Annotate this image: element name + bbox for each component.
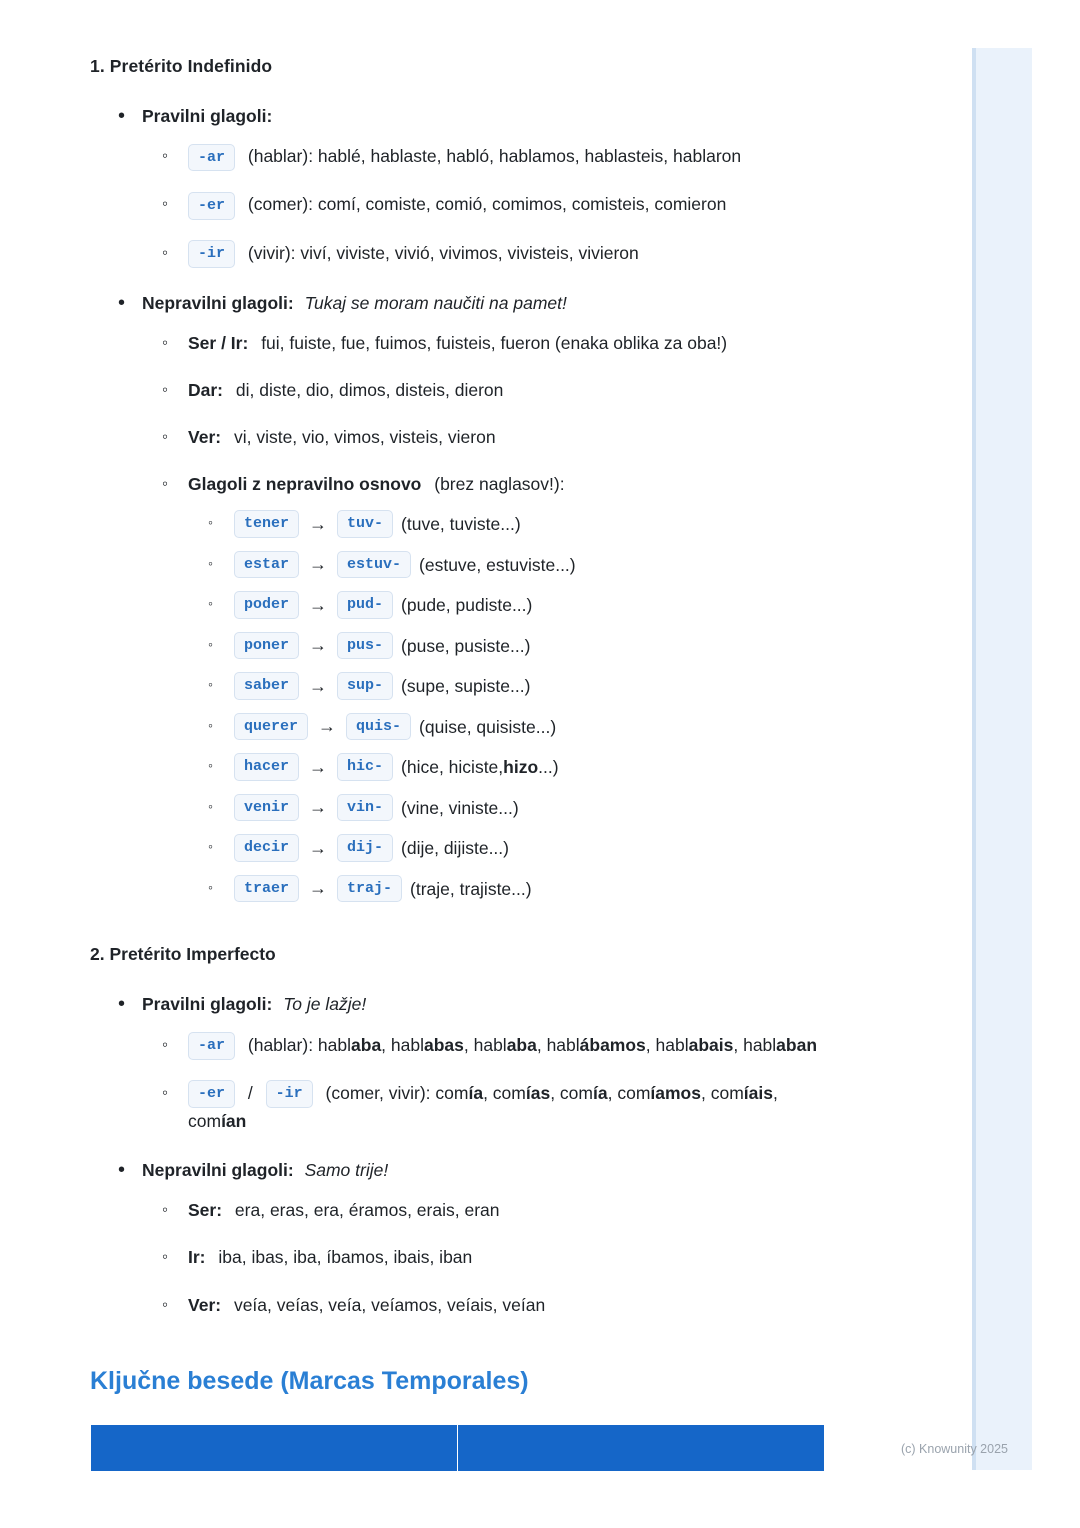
footer-credit: (c) Knowunity 2025 — [900, 1442, 1008, 1456]
token-er: -er — [188, 192, 235, 220]
stem-row-saber — [202, 672, 830, 700]
text-er-p2: ías — [525, 1082, 551, 1103]
token-quis: quis- — [346, 713, 411, 741]
text-er-p3: , com — [550, 1082, 593, 1103]
token-dij: dij- — [337, 834, 393, 862]
stem-row-poder — [202, 591, 830, 619]
text-ser-forms: era, eras, era, éramos, erais, eran — [234, 1200, 500, 1221]
token-estar: ◦ estar — [234, 551, 299, 579]
text-ir-forms: (vivir): viví, viviste, vivió, vivimos, vivisteis, vivieron — [247, 242, 639, 263]
text-tener-forms: (tuve, tuviste...) — [401, 514, 521, 534]
text-er-p4: ía — [593, 1082, 608, 1103]
token-sup: sup- — [337, 672, 393, 700]
stem-row-hacer — [202, 753, 830, 781]
text-poder-forms: (pude, pudiste...) — [401, 595, 533, 615]
text-poner-forms: (puse, pusiste...) — [401, 635, 531, 656]
table-header-row — [91, 1424, 825, 1471]
label-ir: Ir: — [188, 1247, 206, 1268]
label-imperfecto-pravilni: Pravilni glagoli: — [142, 994, 273, 1015]
token-venir: ◦ venir — [234, 794, 299, 822]
arrow-right-icon: → — [309, 878, 328, 899]
text-ar-p0: aba — [351, 1034, 382, 1055]
text-er-p8: íais — [743, 1082, 773, 1103]
arrow-right-icon: → — [318, 716, 337, 737]
sublist-imperfecto-pravilni — [142, 1032, 830, 1135]
text-ver-forms: veía, veías, veía, veíamos, veíais, veían — [233, 1294, 546, 1315]
token-vin: vin- — [337, 794, 393, 822]
sublist-nepravilni-glagoli — [142, 330, 830, 903]
token-ar: -ar — [188, 144, 235, 172]
text-er-p1: , com — [483, 1082, 526, 1103]
section-title-preterito-imperfecto: 2. Pretérito Imperfecto — [90, 944, 276, 965]
text-er-p10: ían — [221, 1110, 247, 1131]
text-estar-forms: (estuve, estuviste...) — [419, 554, 576, 575]
text-ser-ir-forms: fui, fuiste, fue, fuimos, fuisteis, fueron (enaka oblika za oba!) — [261, 332, 728, 353]
label-glagoli-z-nepravilno-osnovo: Glagoli z nepravilno osnovo — [188, 474, 422, 495]
text-er-p0: ía — [468, 1082, 484, 1103]
text-ar-p10: aban — [776, 1034, 818, 1055]
stem-row-traer — [202, 875, 830, 903]
token-estuv: estuv- — [337, 551, 411, 579]
text-ar-p4: aba — [506, 1034, 537, 1055]
section-title-preterito-indefinido: 1. Pretérito Indefinido — [90, 56, 273, 76]
arrow-right-icon: → — [309, 635, 328, 656]
text-ver-forms: vi, viste, vio, vimos, visteis, vieron — [233, 427, 496, 448]
list-item-dar — [156, 377, 830, 404]
text-ar-p8: abais — [688, 1034, 734, 1055]
token-tuv: tuv- — [337, 510, 393, 538]
list-item-ver — [156, 424, 830, 451]
label-dar: Dar: — [188, 380, 224, 400]
token-traer: ◦ traer — [234, 875, 299, 903]
arrow-right-icon: → — [309, 675, 328, 696]
note-imperfecto-pravilni: To je lažje! — [283, 994, 367, 1015]
arrow-right-icon: → — [309, 554, 328, 575]
label-nepravilni-glagoli: Nepravilni glagoli: — [142, 292, 294, 313]
text-imperfecto-ar-intro: (hablar): habl — [247, 1034, 352, 1055]
stem-row-decir — [202, 834, 830, 862]
token-poder: ◦ poder — [234, 591, 299, 619]
list-item-ar — [156, 143, 830, 171]
list-item-ir — [156, 240, 830, 268]
stem-row-querer — [202, 713, 830, 741]
token-ir: -ir — [188, 240, 235, 268]
token-er: -er — [188, 1080, 235, 1108]
sublist-imperfecto-nepravilni — [142, 1197, 830, 1318]
text-hacer-forms-bold: hizo — [503, 757, 539, 777]
token-separator: / — [247, 1082, 253, 1103]
token-ir: -ir — [266, 1080, 313, 1108]
text-ir-forms: iba, ibas, iba, íbamos, ibais, iban — [218, 1247, 473, 1268]
text-hacer-forms-post: ...) — [538, 757, 559, 777]
token-pus: pus- — [337, 632, 393, 660]
token-ar: -ar — [188, 1032, 235, 1060]
token-decir: ◦ decir — [234, 834, 299, 862]
token-pud: pud- — [337, 591, 393, 619]
list-item-glagoli-z-nepravilno-osnovo — [156, 471, 830, 902]
text-ar-forms: (hablar): hablé, hablaste, habló, hablamos, hablasteis, hablaron — [247, 146, 742, 167]
text-hacer-forms-pre: (hice, hiciste, — [401, 757, 504, 777]
arrow-right-icon: → — [309, 797, 328, 818]
text-decir-forms: (dije, dijiste...) — [401, 838, 509, 858]
text-ar-p7: , habl — [645, 1034, 689, 1055]
stem-row-estar — [202, 551, 830, 579]
text-querer-forms: (quise, quisiste...) — [419, 716, 557, 737]
arrow-right-icon: → — [309, 513, 328, 534]
note-nepravilni-glagoli: Tukaj se moram naučiti na pamet! — [304, 292, 567, 313]
token-poner: ◦ poner — [234, 632, 299, 660]
stem-row-venir — [202, 794, 830, 822]
list-item-imperfecto-er-ir — [156, 1080, 830, 1135]
text-ar-p3: , habl — [463, 1034, 507, 1055]
sublist-irregular-stems — [188, 510, 830, 902]
text-ar-p2: abas — [423, 1034, 464, 1055]
table-column-header-1 — [91, 1424, 458, 1471]
label-pravilni-glagoli: Pravilni glagoli: — [142, 106, 273, 126]
text-imperfecto-er-intro: (comer, vivir): com — [325, 1082, 469, 1103]
text-er-p5: , com — [607, 1082, 651, 1103]
list-item-imperfecto-pravilni — [110, 991, 830, 1135]
list-preterito-indefinido — [90, 103, 830, 902]
text-venir-forms: (vine, viniste...) — [401, 797, 519, 818]
token-hic: hic- — [337, 753, 393, 781]
token-hacer: ◦ hacer — [234, 753, 299, 781]
list-item-nepravilni-glagoli — [110, 290, 830, 903]
token-saber: ◦ saber — [234, 672, 299, 700]
list-item-ser-ir — [156, 330, 830, 357]
keywords-table — [90, 1424, 825, 1472]
list-item-imperfecto-nepravilni — [110, 1157, 830, 1319]
list-item-imperfecto-ser — [156, 1197, 830, 1224]
label-ver: Ver: — [188, 427, 222, 448]
sublist-pravilni-glagoli — [142, 143, 830, 267]
arrow-right-icon: → — [309, 837, 328, 858]
text-traer-forms: (traje, trajiste...) — [410, 878, 532, 899]
label-ver: Ver: — [188, 1294, 222, 1315]
list-item-imperfecto-ver — [156, 1292, 830, 1319]
stem-row-poner — [202, 632, 830, 660]
label-ser-ir: Ser / Ir: — [188, 332, 249, 353]
text-saber-forms: (supe, supiste...) — [401, 676, 531, 696]
text-ar-p5: , habl — [536, 1034, 580, 1055]
note-imperfecto-nepravilni: Samo trije! — [304, 1160, 389, 1180]
token-tener: ◦ tener — [234, 510, 299, 538]
heading-kljucne-besede: Ključne besede (Marcas Temporales) — [90, 1366, 529, 1395]
text-ar-p1: , habl — [381, 1034, 424, 1055]
list-item-er — [156, 191, 830, 219]
arrow-right-icon: → — [309, 594, 328, 615]
text-er-forms: (comer): comí, comiste, comió, comimos, comisteis, comieron — [247, 194, 727, 215]
text-er-p6: íamos — [650, 1082, 701, 1103]
text-er-p9: , com — [188, 1082, 778, 1131]
label-imperfecto-nepravilni: Nepravilni glagoli: — [142, 1160, 294, 1180]
stem-row-tener — [202, 510, 830, 538]
arrow-right-icon: → — [309, 756, 328, 777]
label-ser: Ser: — [188, 1200, 223, 1221]
list-item-imperfecto-ar — [156, 1032, 830, 1060]
list-preterito-imperfecto — [90, 991, 830, 1318]
text-brez-naglasov: (brez naglasov!): — [434, 474, 565, 495]
list-item-pravilni-glagoli — [110, 103, 830, 268]
list-item-imperfecto-ir — [156, 1244, 830, 1271]
text-er-p7: , com — [700, 1082, 744, 1103]
table-column-header-2 — [458, 1424, 825, 1471]
token-traj: traj- — [337, 875, 402, 903]
token-querer: ◦ querer — [234, 713, 308, 741]
text-ar-p9: , habl — [733, 1034, 777, 1055]
text-dar-forms: di, diste, dio, dimos, disteis, dieron — [235, 380, 504, 400]
text-ar-p6: ábamos — [579, 1034, 646, 1055]
